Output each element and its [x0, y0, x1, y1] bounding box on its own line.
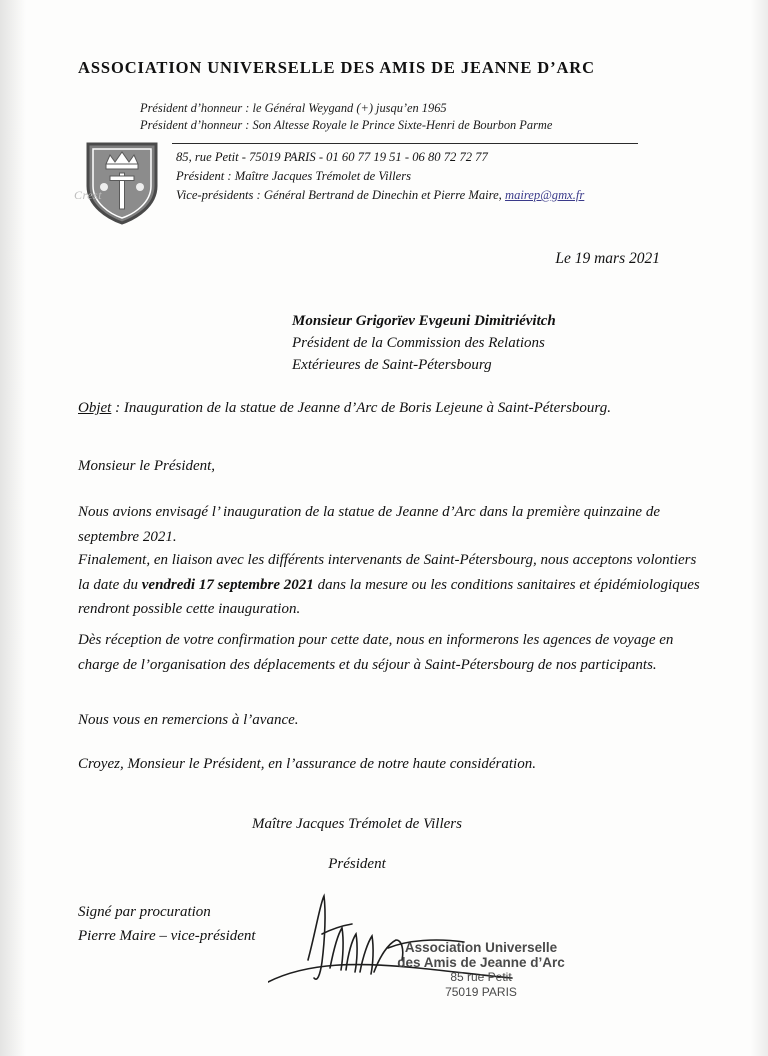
stamp-line-2: des Amis de Jeanne d’Arc — [397, 955, 565, 970]
coat-of-arms-icon — [84, 140, 160, 226]
recipient-block — [292, 310, 672, 376]
proxy-block — [78, 900, 398, 948]
salutation: Monsieur le Président, — [78, 458, 216, 474]
stamp-line-4: 75019 PARIS — [445, 985, 517, 999]
body-paragraph-1: Nous avions envisagé l’ inauguration de la statue de Jeanne d’Arc dans la première quinzaine de septembre 2021. — [78, 504, 660, 545]
subject-label: Objet — [78, 400, 112, 416]
body-paragraph-2 — [78, 548, 706, 622]
subject-line — [78, 396, 678, 420]
highlighted-date: vendredi 17 septembre 2021 — [141, 576, 314, 593]
header-divider — [172, 143, 638, 144]
subject-text: : Inauguration de la statue de Jeanne d’Arc de Boris Lejeune à Saint-Pétersbourg. — [111, 400, 611, 416]
recipient-title-line-2: Extérieures de Saint-Pétersbourg — [292, 357, 492, 373]
letter-date: Le 19 mars 2021 — [555, 250, 660, 267]
body-paragraph-5: Croyez, Monsieur le Président, en l’assurance de notre haute considération. — [78, 756, 536, 772]
paragraph-2-text-before: Finalement, en liaison avec les différents intervenants de Saint-Pétersbourg, nous acceptons volontiers la date du — [78, 552, 697, 593]
email-link[interactable]: mairep@gmx.fr — [504, 188, 585, 202]
proxy-line-1: Signé par procuration — [78, 904, 211, 920]
vice-presidents-line — [176, 186, 676, 205]
body-paragraph-4: Nous vous en remercions à l’avance. — [78, 712, 299, 728]
vice-presidents-text: Vice-présidents : Général Bertrand de Dinechin et Pierre Maire, — [176, 188, 505, 202]
crest-watermark-text: Crest — [74, 188, 103, 202]
honorary-president-line-1: Président d’honneur : le Général Weygand (+) jusqu’en 1965 — [140, 101, 447, 115]
honorary-presidents-block — [140, 100, 660, 134]
proxy-line-2: Pierre Maire – vice-président — [78, 928, 256, 944]
president-line: Président : Maître Jacques Trémolet de Villers — [176, 169, 412, 183]
association-stamp — [376, 940, 586, 1000]
recipient-title-line-1: Président de la Commission des Relations — [292, 335, 545, 351]
letterhead-address-block — [176, 148, 676, 205]
address-line: 85, rue Petit - 75019 PARIS - 01 60 77 19 51 - 06 80 72 72 77 — [176, 150, 488, 164]
honorary-president-line-2: Président d’honneur : Son Altesse Royale le Prince Sixte-Henri de Bourbon Parme — [140, 118, 553, 132]
recipient-name: Monsieur Grigorïev Evgeuni Dimitriévitch — [292, 313, 556, 329]
stamp-line-1: Association Universelle — [404, 940, 558, 955]
stamp-line-3: 85 rue Petit — [450, 970, 512, 984]
paragraph-2-text-after: dans la mesure ou les conditions sanitaires et épidémiologiques rendront possible cette inauguration. — [78, 576, 700, 617]
body-paragraph-3: Dès réception de votre confirmation pour cette date, nous en informerons les agences de voyage en charge de l’organisation des déplacements et du séjour à Saint-Pétersbourg de nos participants. — [78, 632, 674, 673]
signer-role: Président — [328, 856, 386, 872]
signer-name: Maître Jacques Trémolet de Villers — [252, 816, 462, 832]
organization-title: ASSOCIATION UNIVERSELLE DES AMIS DE JEANNE D’ARC — [78, 58, 595, 77]
